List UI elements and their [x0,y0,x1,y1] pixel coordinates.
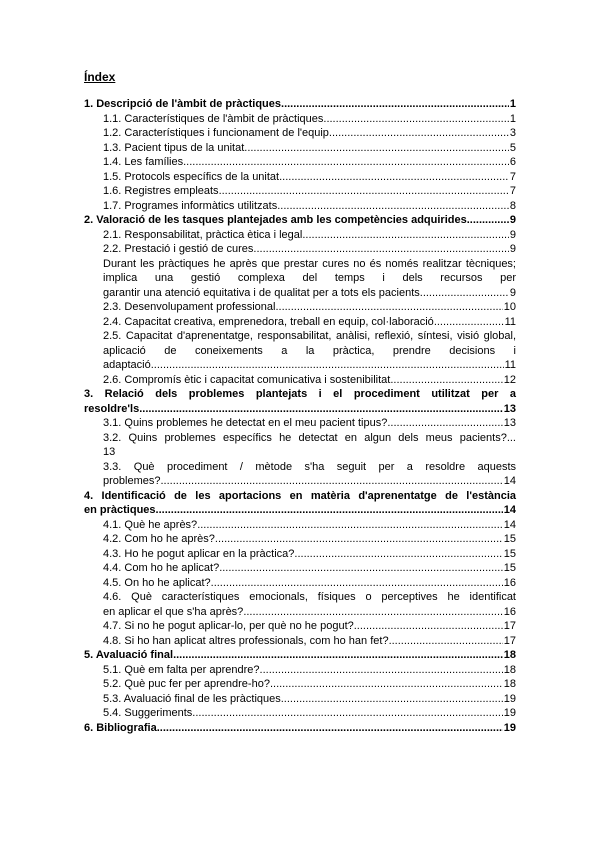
toc-entry-title: 2.4. Capacitat creativa, emprenedora, treball en equip, col·laboració [103,315,434,328]
toc-leader-dots [183,155,509,170]
toc-entry-title: 4.2. Com ho he après? [103,533,215,545]
toc-page-number: 16 [503,576,516,589]
toc-page-number: 14 [503,518,516,531]
toc-entry[interactable] [84,373,516,388]
toc-entry-title: 4. Identificació de les aportacions en matèria d'aprenentatge de l'estància [84,489,516,502]
toc-entry-title: Durant les pràctiques he après que prestar cures no és només realitzar tècniques; implica una gestió complexa del temps i dels recursos per [103,257,516,284]
toc-entry-title: 1.7. Programes informàtics utilitzats [103,199,278,212]
toc-leader-dots [279,170,509,185]
toc-entry-title: 4.4. Com ho he aplicat? [103,562,220,574]
toc-entry-title: 4.1. Què he après? [103,518,198,531]
toc-page-number: 1 [509,98,516,110]
toc-page-number: 17 [503,620,516,632]
toc-page-number: 18 [503,649,516,661]
toc-entry[interactable] [84,706,516,721]
toc-entry[interactable] [84,97,516,112]
toc-entry[interactable] [84,300,516,315]
toc-entry-title-continued: garantir una atenció equitativa i de qualitat per a tots els pacients [103,286,420,299]
toc-entry-title: 4.3. Ho he pogut aplicar en la pràctica? [103,547,295,560]
toc-leader-dots [219,184,509,199]
toc-entry[interactable] [84,213,516,228]
toc-entry[interactable] [84,170,516,185]
toc-page-number: 13 [503,417,516,429]
toc-entry[interactable] [84,489,516,518]
toc-page-number: 15 [503,547,516,560]
toc-entry-title-continued: problemes? [103,475,161,487]
toc-leader-dots [157,721,503,736]
toc-entry[interactable] [84,329,516,373]
toc-page-number: 8 [509,199,516,212]
toc-leader-dots [277,199,509,214]
toc-page-number: 3 [509,127,516,139]
toc-page-number: 7 [509,170,516,183]
toc-entry-title: 2.2. Prestació i gestió de cures [103,243,254,255]
toc-entry-title: 2.5. Capacitat d'aprenentatge, responsabilitat, anàlisi, reflexió, síntesi, visió global, aplicació de coneixements a la pràctica, prendre decisions i [103,330,516,357]
toc-leader-dots [260,663,503,678]
toc-entry[interactable] [84,155,516,170]
toc-entry-title: 4.7. Si no he pogut aplicar-lo, per què no he pogut? [103,620,354,632]
toc-entry[interactable] [84,663,516,678]
toc-page-number: 11 [504,359,516,371]
toc-entry-title: 2. Valoració de les tasques plantejades amb les competències adquirides [84,214,467,226]
toc-entry-title-continued: 13 [103,446,116,458]
toc-entry-title-continued: en pràctiques [84,504,156,516]
toc-page-number: 15 [503,533,516,545]
toc-leader-dots [275,300,502,315]
toc-entry[interactable] [84,619,516,634]
toc-page-number: 19 [503,707,516,719]
toc-entry[interactable] [84,387,516,416]
toc-leader-dots [211,576,503,591]
toc-entry[interactable] [84,228,516,243]
toc-entry[interactable] [84,141,516,156]
toc-page-number: 11 [504,315,516,328]
toc-leader-dots [270,677,503,692]
toc-leader-dots [420,286,509,301]
toc-entry[interactable] [84,721,516,736]
toc-entry-title: 4.5. On ho he aplicat? [103,576,211,589]
toc-leader-dots [173,648,503,663]
toc-leader-dots [160,474,502,489]
toc-entry-title: 5.3. Avaluació final de les pràctiques [103,692,281,705]
toc-page-number: 9 [509,243,516,255]
toc-page-number: 10 [503,301,516,313]
toc-entry-title: 1.3. Pacient tipus de la unitat [103,141,245,154]
toc-entry-title: 1.2. Característiques i funcionament de l'equip [103,127,329,139]
toc-page-number: 12 [503,373,516,386]
toc-entry-title: 3. Relació dels problemes plantejats i el procediment utilitzat per a [84,388,516,400]
toc-entry-title: 5.4. Suggeriments [103,707,193,719]
toc-page-number: 19 [503,692,516,705]
toc-entry[interactable] [84,547,516,562]
toc-page-number: 15 [503,562,516,574]
toc-entry[interactable] [84,576,516,591]
toc-leader-dots [151,358,504,373]
toc-entry[interactable] [84,518,516,533]
toc-entry[interactable] [84,315,516,330]
toc-leader-dots [281,692,503,707]
document-page [84,70,516,735]
toc-entry-title-continued: adaptació [103,359,151,371]
toc-page-number: 18 [503,678,516,690]
toc-page-number: 9 [509,286,516,299]
toc-entry-title: 2.1. Responsabilitat, pràctica ètica i legal [103,228,303,241]
toc-entry-title: 1.6. Registres empleats [103,185,219,197]
toc-entry[interactable] [84,199,516,214]
toc-leader-dots [434,315,504,330]
toc-page-number: 14 [503,504,516,516]
toc-page-number: 1 [509,112,516,125]
toc-entry-title: 3.1. Quins problemes he detectat en el meu pacient tipus? [103,417,388,429]
toc-entry-title: 5. Avaluació final [84,649,174,661]
toc-entry-title: 1.1. Característiques de l'àmbit de pràctiques [103,112,324,125]
toc-leader-dots [387,416,502,431]
table-of-contents [84,97,516,735]
toc-page-number: 14 [503,475,516,487]
toc-leader-dots [243,605,502,620]
toc-entry[interactable] [84,257,516,301]
toc-page-number: 9 [509,228,516,241]
toc-leader-dots [253,242,508,257]
toc-page-number: 19 [503,721,516,734]
toc-entry[interactable] [84,416,516,431]
toc-entry-title: 6. Bibliografia [84,721,157,734]
toc-entry[interactable] [84,677,516,692]
toc-entry-title: 2.3. Desenvolupament professional [103,301,276,313]
toc-leader-dots [467,213,509,228]
toc-entry-title: 5.2. Què puc fer per aprendre-ho? [103,678,270,690]
toc-leader-dots [281,97,509,112]
toc-entry-title: 3.3. Què procediment / mètode s'ha seguit per a resoldre aquests [103,460,516,473]
toc-page-number: 5 [509,141,516,154]
toc-entry[interactable] [84,532,516,547]
toc-leader-dots [302,228,509,243]
toc-entry-title: 1.4. Les famílies [103,156,184,168]
toc-entry[interactable] [84,561,516,576]
toc-entry-title: 1. Descripció de l'àmbit de pràctiques [84,98,282,110]
toc-leader-dots [389,634,503,649]
toc-leader-dots [156,503,503,518]
toc-leader-dots [244,141,509,156]
toc-entry-title: 4.8. Si ho han aplicat altres professionals, com ho han fet? [103,634,389,647]
toc-entry-title-continued: en aplicar el que s'ha après? [103,605,244,618]
toc-entry[interactable] [84,112,516,127]
toc-entry[interactable] [84,126,516,141]
toc-entry[interactable] [84,431,516,460]
toc-leader-dots [197,518,503,533]
toc-page-number: 16 [503,605,516,618]
toc-leader-dots [215,532,503,547]
toc-entry[interactable] [84,634,516,649]
toc-entry-title: 5.1. Què em falta per aprendre? [103,663,260,676]
toc-page-number: 6 [509,156,516,168]
toc-leader-dots [192,706,502,721]
toc-entry[interactable] [84,460,516,489]
toc-page-number: 13 [503,402,516,415]
toc-leader-dots [139,402,503,417]
toc-page-number: 7 [509,185,516,197]
toc-entry[interactable] [84,648,516,663]
toc-page-number: 9 [509,214,516,226]
index-title: Índex [84,70,116,84]
toc-entry-title-continued: resoldre'ls [84,402,140,415]
toc-leader-dots [354,619,503,634]
toc-entry[interactable] [84,590,516,619]
toc-leader-dots [219,561,503,576]
toc-leader-dots [329,126,509,141]
toc-page-number: 17 [503,634,516,647]
toc-entry[interactable] [84,184,516,199]
toc-entry-title: 2.6. Compromís ètic i capacitat comunicativa i sostenibilitat [103,373,391,386]
toc-leader-dots [390,373,502,388]
toc-entry-title: 4.6. Què característiques emocionals, físiques o perceptives he identificat [103,591,516,603]
toc-entry-title: 3.2. Quins problemes específics he detectat en algun dels meus pacients?... [103,431,516,444]
toc-entry[interactable] [84,692,516,707]
toc-leader-dots [294,547,502,562]
toc-entry[interactable] [84,242,516,257]
toc-page-number: 18 [503,663,516,676]
toc-leader-dots [323,112,508,127]
toc-entry-title: 1.5. Protocols específics de la unitat [103,170,280,183]
